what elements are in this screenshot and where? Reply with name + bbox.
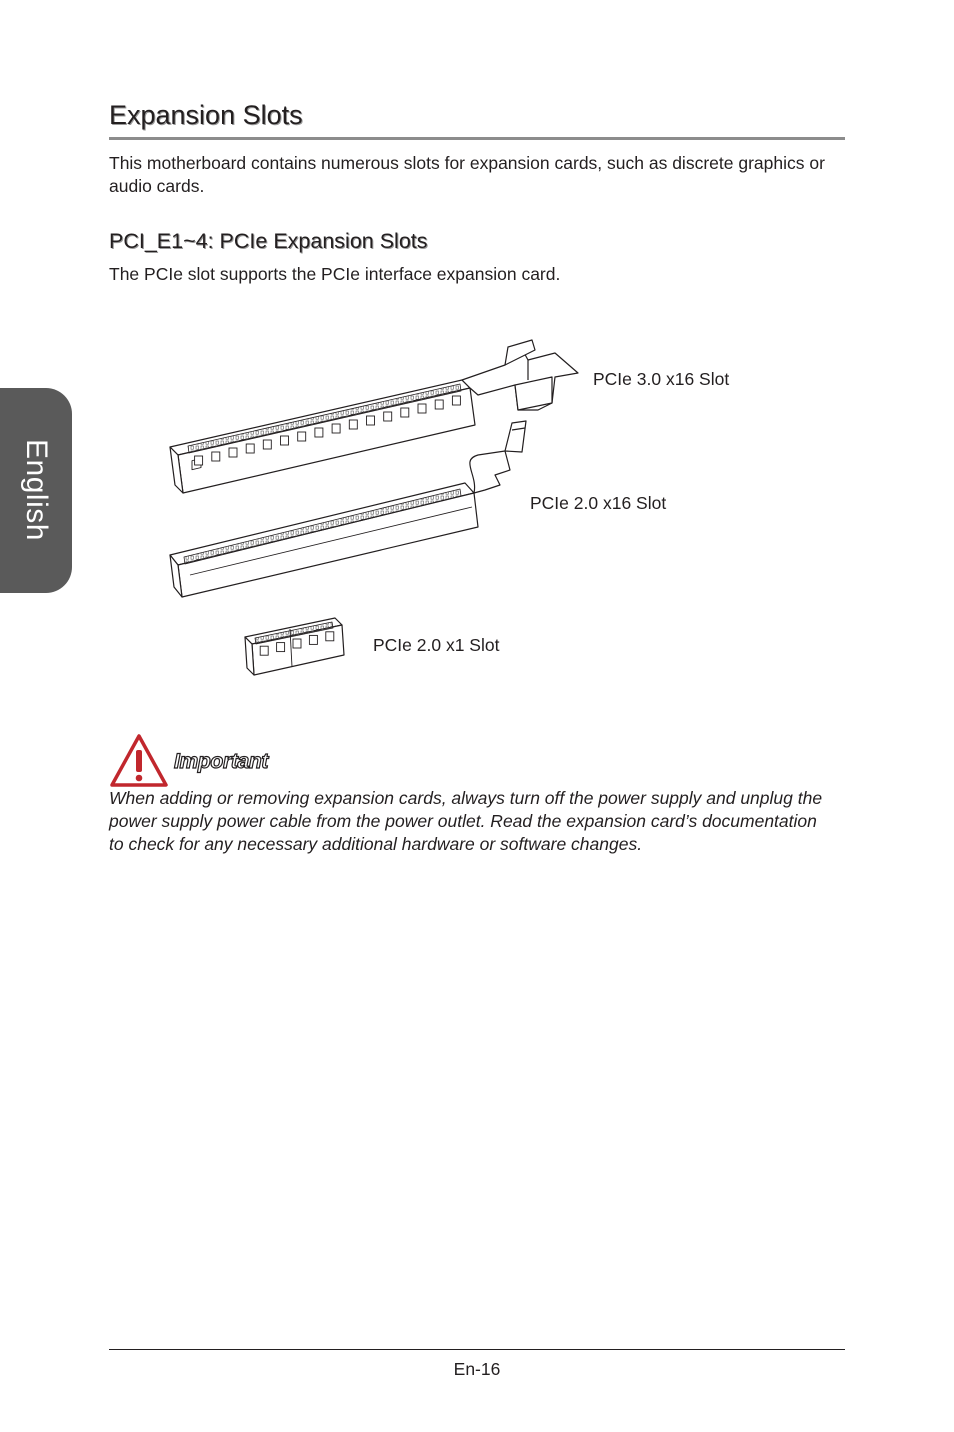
page-number: En-16 — [453, 1359, 501, 1379]
pcie3-x16-pin-window — [401, 408, 409, 417]
section-intro: This motherboard contains numerous slots for expansion cards, such as discrete graphics or audio cards. — [109, 153, 825, 196]
language-tab — [0, 388, 72, 593]
language-tab-label: English — [20, 439, 53, 541]
pcie3-x16-pin-window — [384, 412, 392, 421]
pcie3-x16-pin-window — [229, 448, 237, 457]
slot-label-pcie3-x16: PCIe 3.0 x16 Slot — [593, 369, 730, 389]
pcie3-x16-pin-window — [315, 428, 323, 437]
pcie3-x16-pin-window — [367, 416, 375, 425]
slot-label-pcie2-x16: PCIe 2.0 x16 Slot — [530, 493, 667, 513]
pcie3-x16-pin-window — [332, 424, 340, 433]
pcie3-x16-pin-window — [195, 456, 203, 465]
warning-triangle-icon — [109, 733, 169, 788]
pcie3-x16-pin-window — [263, 440, 271, 449]
pcie-description: The PCIe slot supports the PCIe interface expansion card. — [109, 264, 561, 284]
pcie2-x1-pin-window — [309, 635, 317, 644]
pcie3-x16-pin-window — [298, 432, 306, 441]
pcie2-x1-pin-window — [326, 632, 334, 641]
pcie2-x1-pin-window — [277, 643, 285, 652]
pcie3-x16-pin-window — [281, 436, 289, 445]
pcie3-x16-pin-window — [212, 452, 220, 461]
footer-divider — [109, 1349, 845, 1350]
pcie2-x1-pin-window — [293, 639, 301, 648]
section-title: Expansion Slots — [109, 100, 303, 130]
title-divider — [109, 137, 845, 140]
pcie3-x16-pin-window — [435, 400, 443, 409]
pcie-subtitle: PCI_E1~4: PCIe Expansion Slots — [109, 229, 428, 253]
important-label: Important — [174, 750, 269, 773]
pcie2-x1-pin-window — [260, 646, 268, 655]
slot-label-pcie2-x1: PCIe 2.0 x1 Slot — [373, 635, 500, 655]
pcie3-x16-pin-window — [418, 404, 426, 413]
pcie3-x16-pin-window — [246, 444, 254, 453]
pcie3-x16-pin-window — [349, 420, 357, 429]
important-text: When adding or removing expansion cards, always turn off the power supply and unplug the power supply power cable from the power outlet. Read the expansion card’s documentation to check for any necessary additional hardware or software changes. — [109, 788, 823, 854]
pcie3-x16-pin-window — [452, 396, 460, 405]
